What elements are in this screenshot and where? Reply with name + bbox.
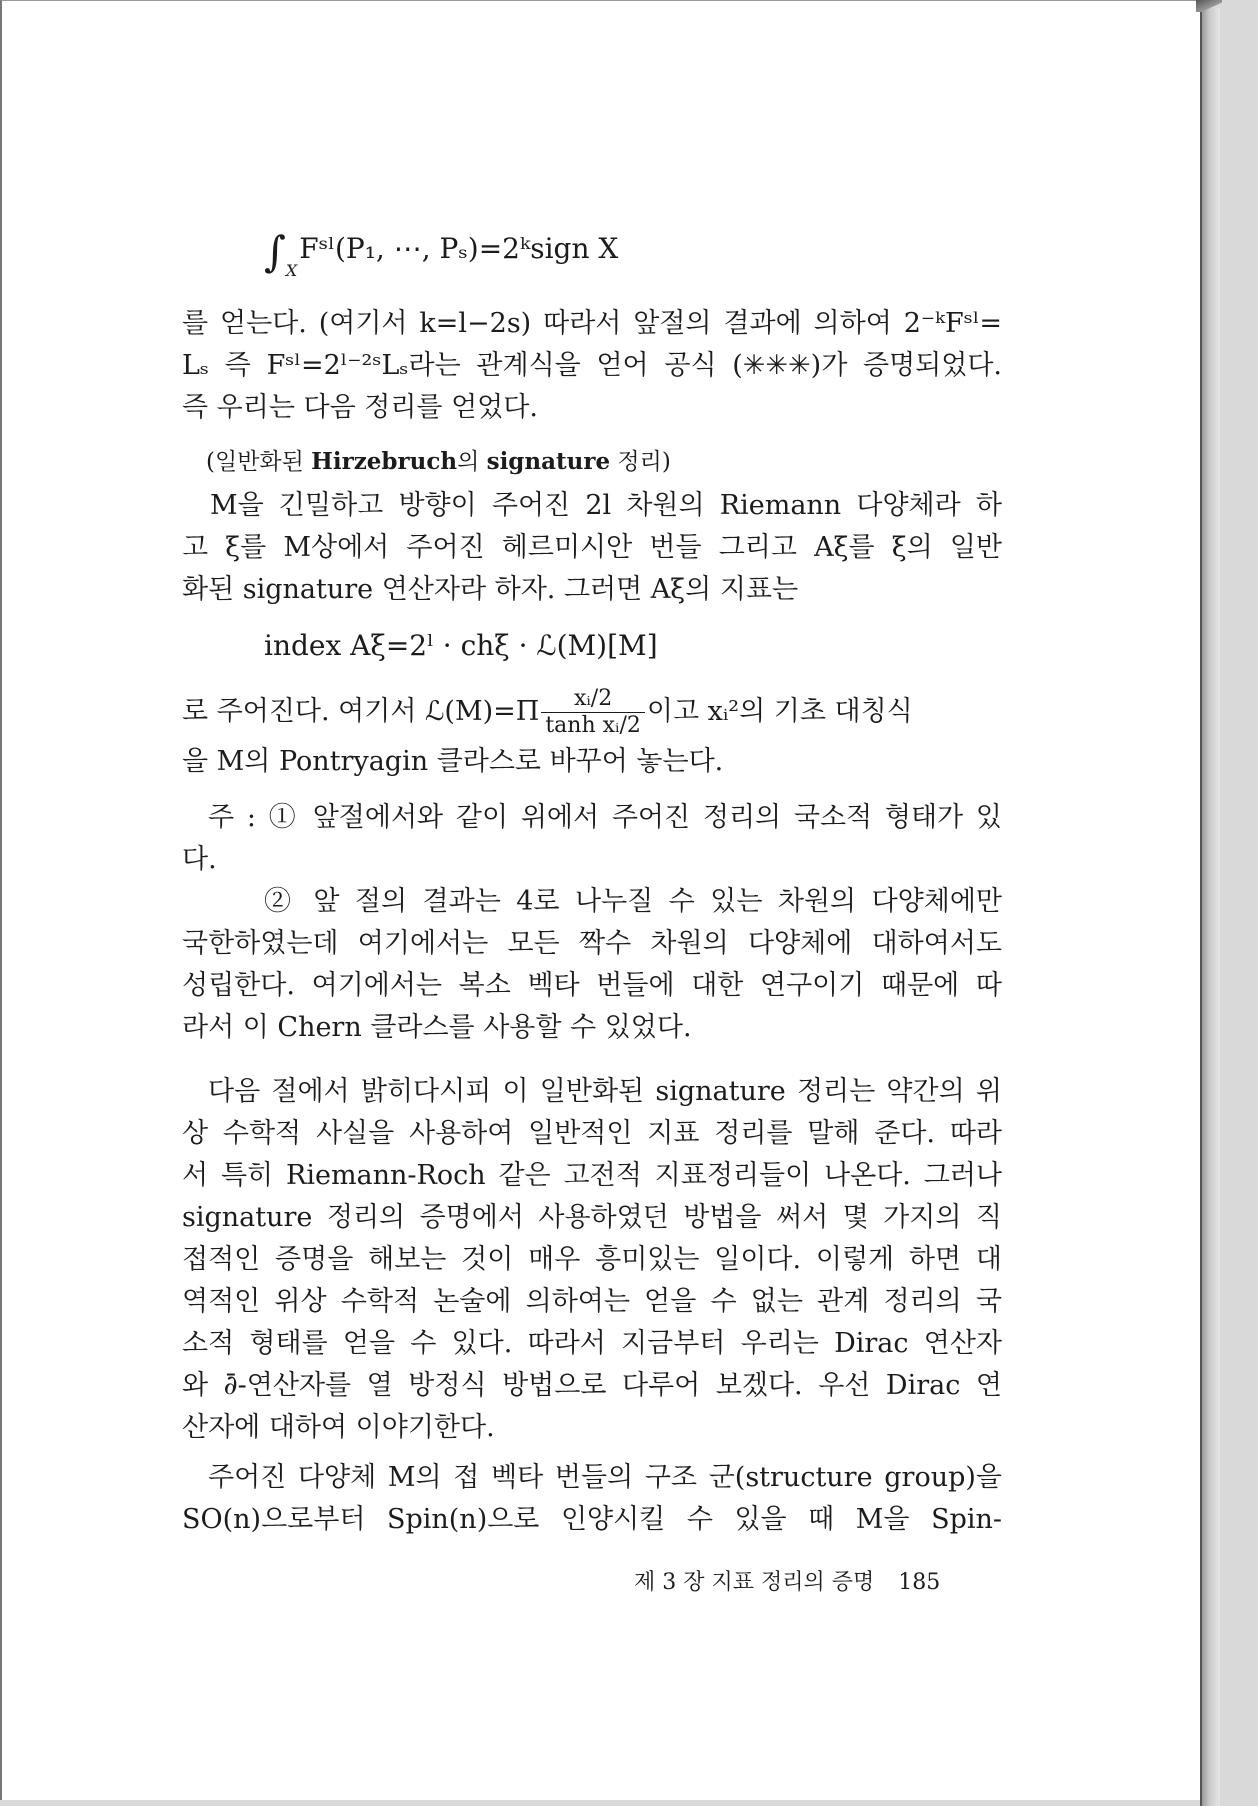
note-line-2: 다. [182, 844, 217, 875]
theorem-line-4-prefix: 로 주어진다. 여기서 ℒ(M)=Π [182, 696, 540, 727]
page-corner [1196, 0, 1222, 12]
theorem-head-word: signature [486, 448, 611, 475]
theorem-head-close: 정리) [610, 449, 671, 475]
paragraph2-line-1: 다음 절에서 밝히다시피 이 일반화된 signature 정리는 약간의 위 [208, 1076, 1002, 1107]
theorem-head-name: Hirzebruch [311, 448, 458, 475]
note-line-6: 라서 이 Chern 클라스를 사용할 수 있었다. [182, 1012, 692, 1043]
theorem-head-open: (일반화된 [206, 449, 312, 475]
hirzebruch-fraction [541, 686, 645, 739]
index-formula: index Aξ=2ˡ · chξ · ℒ(M)[M] [264, 629, 658, 662]
fraction-numerator: xᵢ/2 [541, 686, 645, 713]
theorem-line-3: 화된 signature 연산자라 하자. 그러면 Aξ의 지표는 [182, 574, 799, 605]
paragraph3-line-1: 주어진 다양체 M의 접 벡타 번들의 구조 군(structure group)을 [208, 1462, 1002, 1493]
page-footer [634, 1565, 940, 1596]
note-line-3: ② 앞 절의 결과는 4로 나누질 수 있는 차원의 다양체에만 [264, 886, 1002, 917]
note-line-4: 국한하였는데 여기에서는 모든 짝수 차원의 다양체에 대하여서도 [182, 928, 1002, 959]
paragraph2-line-5: 접적인 증명을 해보는 것이 매우 흥미있는 일이다. 이렇게 하면 대 [182, 1244, 1002, 1275]
paragraph2-line-7: 소적 형태를 얻을 수 있다. 따라서 지금부터 우리는 Dirac 연산자 [182, 1328, 1002, 1359]
paragraph3-line-2: SO(n)으로부터 Spin(n)으로 인양시킬 수 있을 때 M을 Spin- [182, 1504, 1002, 1535]
fraction-denominator: tanh xᵢ/2 [545, 713, 641, 738]
integral-subscript: X [285, 261, 298, 280]
page-number: 185 [898, 1570, 941, 1595]
paragraph1-line-1: 를 얻는다. (여기서 k=l−2s) 따라서 앞절의 결과에 의하여 2⁻ᵏFˢˡ= [182, 308, 1002, 339]
theorem-head-mid: 의 [457, 449, 487, 475]
chapter-title: 제 3 장 지표 정리의 증명 [634, 1570, 875, 1595]
paragraph2-line-4: signature 정리의 증명에서 사용하였던 방법을 써서 몇 가지의 직 [182, 1202, 1002, 1233]
paragraph2-line-8: 와 ∂̄-연산자를 열 방정식 방법으로 다루어 보겠다. 우선 Dirac 연 [182, 1370, 1002, 1401]
integral-sign: ∫ [264, 227, 286, 276]
note-line-5: 성립한다. 여기에서는 복소 벡타 번들에 대한 연구이기 때문에 따 [182, 970, 1002, 1001]
paragraph1-line-3: 즉 우리는 다음 정리를 얻었다. [182, 392, 538, 423]
theorem-line-2: 고 ξ를 M상에서 주어진 헤르미시안 번들 그리고 Aξ를 ξ의 일반 [182, 532, 1002, 563]
paragraph2-line-9: 산자에 대하여 이야기한다. [182, 1412, 495, 1443]
theorem-line-1: M을 긴밀하고 방향이 주어진 2l 차원의 Riemann 다양체라 하 [210, 490, 1002, 521]
paragraph2-line-6: 역적인 위상 수학적 논술에 의하여는 얻을 수 없는 관계 정리의 국 [182, 1286, 1002, 1317]
paragraph2-line-3: 서 특히 Riemann-Roch 같은 고전적 지표정리들이 나온다. 그러나 [182, 1160, 1002, 1191]
theorem-line-5: 을 M의 Pontryagin 클라스로 바꾸어 놓는다. [182, 746, 724, 777]
integral-body: Fˢˡ(P₁, ⋯, Pₛ)=2ᵏsign X [299, 232, 619, 265]
theorem-heading [206, 441, 1026, 483]
note-line-1: 주 : ① 앞절에서와 같이 위에서 주어진 정리의 국소적 형태가 있 [208, 802, 1002, 833]
theorem-line-4-suffix: 이고 xᵢ²의 기초 대칭식 [646, 696, 913, 727]
theorem-line-4 [182, 685, 1002, 739]
page-edge-shadow [1200, 8, 1220, 1806]
paragraph2-line-2: 상 수학적 사실을 사용하여 일반적인 지표 정리를 말해 준다. 따라 [182, 1118, 1002, 1149]
paragraph1-line-2: Lₛ 즉 Fˢˡ=2ˡ⁻²ˢLₛ라는 관계식을 얻어 공식 (✳✳✳)가 증명되었다. [182, 350, 1002, 381]
integral-formula [264, 219, 619, 280]
